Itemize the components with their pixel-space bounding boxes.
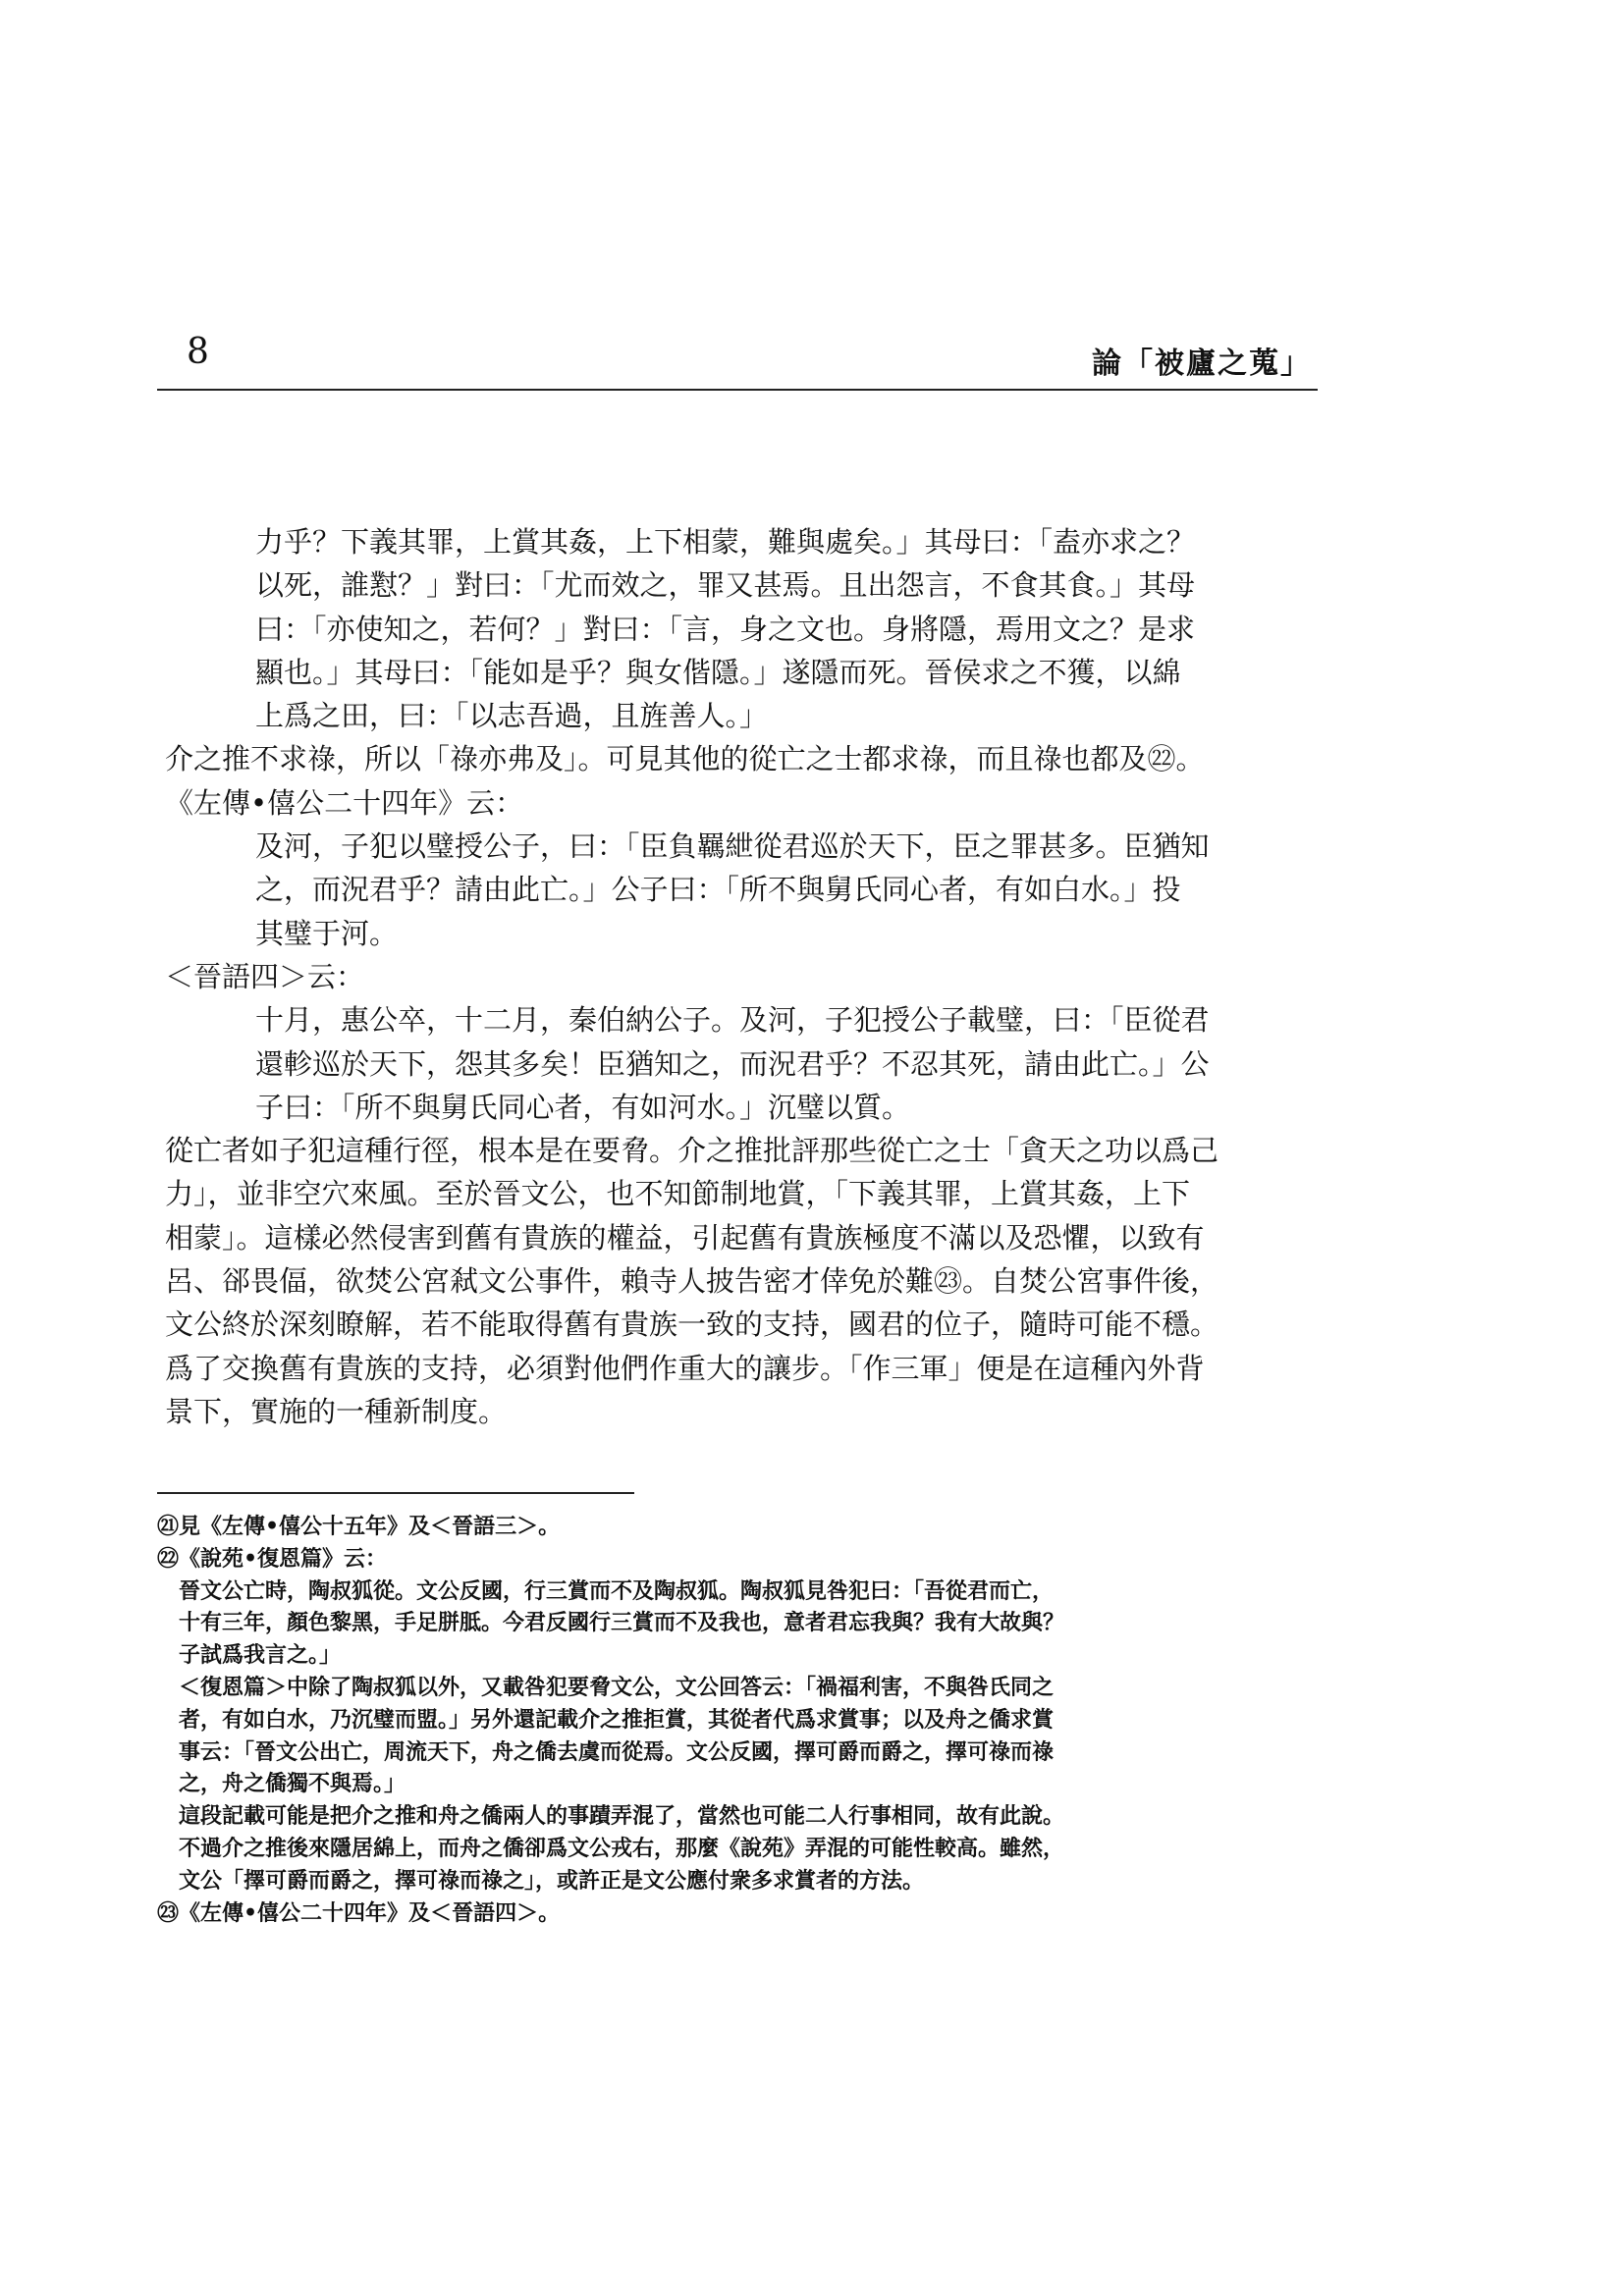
paragraph-line: 介之推不求祿，所以「祿亦弗及」。可見其他的從亡之士都求祿，而且祿也都及㉒。: [165, 742, 1205, 776]
footnote-quote-line: 十有三年，顏色黎黑，手足胼胝。今君反國行三賞而不及我也，意者君忘我與？我有大故與？: [179, 1610, 1065, 1636]
block-quote-line: 以死，誰懟？」對曰：「尤而效之，罪又甚焉。且出怨言，不食其食。」其母: [255, 568, 1196, 603]
paragraph-line: 從亡者如子犯這種行徑，根本是在要脅。介之推批評那些從亡之士「貪天之功以爲己: [165, 1134, 1219, 1168]
paragraph-line: 文公終於深刻瞭解，若不能取得舊有貴族一致的支持，國君的位子，隨時可能不穩。: [165, 1308, 1219, 1342]
footnotes: [157, 1511, 1247, 1929]
paragraph-line: 景下，實施的一種新制度。: [165, 1394, 508, 1428]
block-quote-line: 還軫巡於天下，怨其多矣！臣猶知之，而況君乎？不忍其死，請由此亡。」公: [255, 1046, 1210, 1081]
footnote-quote-line: 不過介之推後來隱居綿上，而舟之僑卻爲文公戎右，那麼《說苑》弄混的可能性較高。雖然，: [179, 1835, 1065, 1861]
running-title: 論「被廬之蒐」: [1092, 347, 1312, 381]
body-text: [165, 520, 1245, 1433]
block-quote-line: 及河，子犯以璧授公子，曰：「臣負羈紲從君巡於天下，臣之罪甚多。臣猶知: [255, 829, 1210, 864]
footnote-line: ㉓《左傳•僖公二十四年》及＜晉語四＞。: [157, 1899, 561, 1926]
footnote-quote-line: ＜復恩篇＞中除了陶叔狐以外，又載咎犯要脅文公，文公回答云：「禍福利害，不與咎氏同之: [179, 1674, 1055, 1700]
footnote-quote-line: 事云：「晉文公出亡，周流天下，舟之僑去虞而從焉。文公反國，擇可爵而爵之，擇可祿而祿: [179, 1738, 1055, 1765]
footnote-line: ㉑見《左傳•僖公十五年》及＜晉語三＞。: [157, 1514, 561, 1539]
paragraph-line: 力」，並非空穴來風。至於晉文公，也不知節制地賞，「下義其罪，上賞其姦，上下: [165, 1177, 1191, 1211]
footnote-quote-line: 文公「擇可爵而爵之，擇可祿而祿之」，或許正是文公應付衆多求賞者的方法。: [179, 1867, 925, 1894]
footnote-line: ㉒《說苑•復恩篇》云：: [157, 1545, 388, 1572]
footnote-quote-line: 晉文公亡時，陶叔狐從。文公反國，行三賞而不及陶叔狐。陶叔狐見咎犯曰：「吾從君而亡，: [179, 1577, 1055, 1604]
footnote-quote-line: 子試爲我言之。」: [179, 1642, 342, 1669]
block-quote-line: 力乎？下義其罪，上賞其姦，上下相蒙，難與處矣。」其母曰：「盍亦求之？: [255, 525, 1196, 559]
block-quote-line: 其璧于河。: [255, 916, 399, 950]
paragraph-line: ＜晉語四＞云：: [165, 959, 365, 993]
footnote-quote-line: 者，有如白水，乃沉璧而盟。」另外還記載介之推拒賞，其從者代爲求賞事；以及舟之僑求賞: [179, 1706, 1055, 1733]
block-quote-line: 之，而況君乎？請由此亡。」公子曰：「所不與舅氏同心者，有如白水。」投: [255, 873, 1181, 907]
block-quote-line: 子曰：「所不與舅氏同心者，有如河水。」沉璧以質。: [255, 1090, 911, 1124]
footnote-rule: [157, 1492, 634, 1494]
block-quote-line: 顯也。」其母曰：「能如是乎？與女偕隱。」遂隱而死。晉侯求之不獲，以綿: [255, 655, 1181, 689]
block-quote-line: 上爲之田，曰：「以志吾過，且旌善人。」: [255, 699, 769, 733]
paragraph-line: 相蒙」。這樣必然侵害到舊有貴族的權益，引起舊有貴族極度不滿以及恐懼，以致有: [165, 1220, 1205, 1255]
footnote-quote-line: 之，舟之僑獨不與焉。」: [179, 1771, 406, 1797]
footnote-quote-line: 這段記載可能是把介之推和舟之僑兩人的事蹟弄混了，當然也可能二人行事相同，故有此說。: [179, 1803, 1065, 1830]
block-quote-line: 十月，惠公卒，十二月，秦伯納公子。及河，子犯授公子載璧，曰：「臣從君: [255, 1003, 1210, 1038]
header-rule: [157, 389, 1318, 391]
block-quote-line: 曰：「亦使知之，若何？」對曰：「言，身之文也。身將隱，焉用文之？是求: [255, 612, 1196, 646]
paragraph-line: 呂、郤畏偪，欲焚公宮弒文公事件，賴寺人披告密才倖免於難㉓。自焚公宮事件後，: [165, 1264, 1219, 1299]
page-number: 8: [187, 332, 209, 372]
paragraph-line: 《左傳•僖公二十四年》云：: [165, 785, 524, 820]
paragraph-line: 爲了交換舊有貴族的支持，必須對他們作重大的讓步。「作三軍」便是在這種內外背: [165, 1351, 1205, 1385]
